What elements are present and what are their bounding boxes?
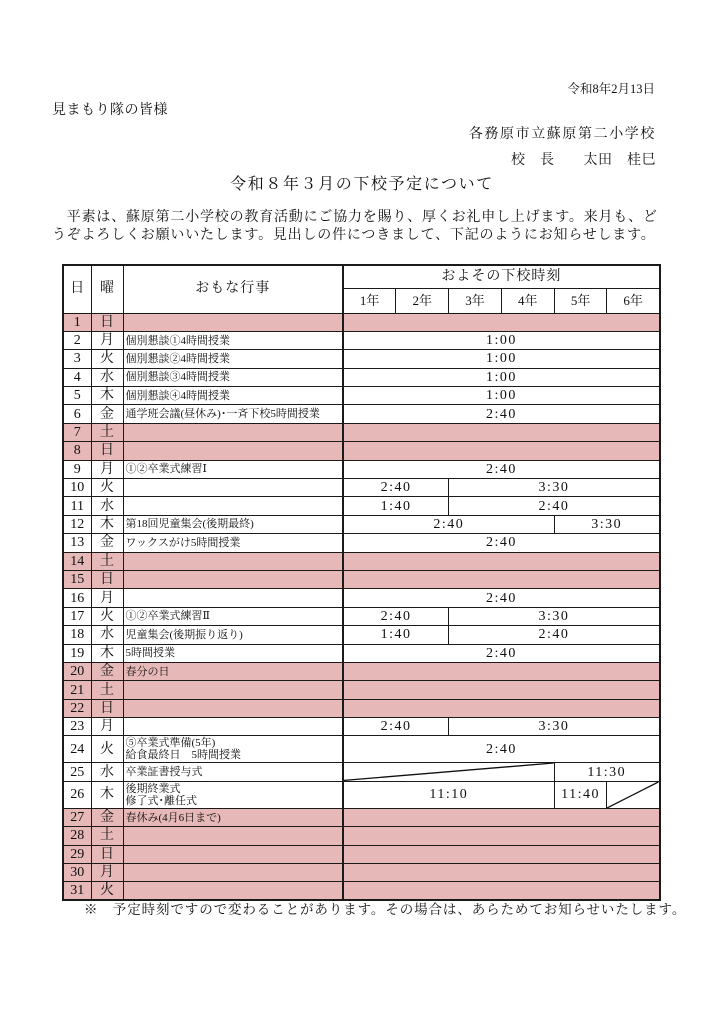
day-number: 17	[63, 607, 91, 625]
table-row	[63, 552, 660, 570]
dismissal-time: 3:30	[538, 480, 570, 496]
day-number: 3	[63, 350, 91, 368]
weekday: 火	[91, 479, 123, 497]
day-number: 25	[63, 763, 91, 781]
table-row	[63, 662, 660, 680]
time-cell-empty	[343, 423, 660, 441]
event-cell	[123, 699, 343, 717]
time-cell-empty	[343, 699, 660, 717]
day-number: 30	[63, 864, 91, 882]
day-number: 8	[63, 442, 91, 460]
event-text: 給食最終日 5時間授業	[125, 749, 241, 762]
time-cell	[343, 781, 554, 808]
time-cell	[343, 350, 660, 368]
time-cell-empty	[343, 570, 660, 588]
event-text: 通学班会議(昼休み)･一斉下校5時間授業	[125, 408, 320, 421]
event-text: 個別懇談①4時間授業	[125, 334, 230, 347]
table-row	[63, 808, 660, 826]
weekday: 土	[91, 827, 123, 845]
time-cell	[343, 405, 660, 423]
event-cell	[123, 570, 343, 588]
day-number: 12	[63, 515, 91, 533]
table-row	[63, 681, 660, 699]
header-dismissal-time: およその下校時刻	[343, 265, 660, 288]
table-row	[63, 387, 660, 405]
header-grade-4: 4年	[501, 288, 554, 313]
time-cell	[343, 534, 660, 552]
event-text: ⑤卒業式準備(5年)	[125, 737, 216, 750]
event-cell	[123, 497, 343, 515]
addressee: 見まもり隊の皆様	[52, 103, 168, 118]
weekday: 月	[91, 864, 123, 882]
weekday: 月	[91, 718, 123, 736]
event-cell	[123, 460, 343, 478]
weekday: 木	[91, 515, 123, 533]
day-number: 5	[63, 387, 91, 405]
table-row	[63, 763, 660, 781]
table-row	[63, 405, 660, 423]
event-text: 卒業証書授与式	[125, 766, 203, 779]
event-cell	[123, 626, 343, 644]
weekday: 土	[91, 681, 123, 699]
event-cell	[123, 718, 343, 736]
event-cell	[123, 313, 343, 331]
table-row	[63, 534, 660, 552]
day-number: 16	[63, 589, 91, 607]
event-text: 個別懇談②4時間授業	[125, 352, 230, 365]
table-row	[63, 460, 660, 478]
day-number: 27	[63, 808, 91, 826]
day-number: 2	[63, 331, 91, 349]
event-text: 5時間授業	[125, 647, 175, 660]
time-cell-empty	[343, 864, 660, 882]
document-title: 令和８年３月の下校予定について	[230, 176, 494, 193]
day-number: 14	[63, 552, 91, 570]
dismissal-time: 1:40	[380, 627, 412, 643]
time-cell	[554, 515, 660, 533]
time-cell	[343, 331, 660, 349]
table-row	[63, 607, 660, 625]
event-cell	[123, 534, 343, 552]
weekday: 水	[91, 497, 123, 515]
day-number: 1	[63, 313, 91, 331]
dismissal-time: 2:40	[380, 480, 412, 496]
time-cell-not-applicable	[607, 781, 660, 808]
time-cell	[449, 479, 660, 497]
footer-note: ※ 予定時刻ですので変わることがあります。その場合は、あらためてお知らせいたします。	[84, 902, 687, 917]
table-row	[63, 781, 660, 808]
intro-line: うぞよろしくお願いいたします。見出しの件につきまして、下記のようにお知らせします。	[52, 228, 656, 243]
dismissal-time: 11:10	[429, 787, 469, 803]
event-text: 個別懇談④4時間授業	[125, 389, 230, 402]
header-grade-2: 2年	[396, 288, 449, 313]
event-cell	[123, 781, 343, 808]
event-cell	[123, 405, 343, 423]
header-grade-1: 1年	[343, 288, 396, 313]
event-text: 個別懇談③4時間授業	[125, 371, 230, 384]
principal-name: 校 長 太田 桂巳	[511, 153, 656, 168]
event-text: 春分の日	[125, 665, 170, 678]
table-row	[63, 423, 660, 441]
event-cell	[123, 808, 343, 826]
table-row	[63, 864, 660, 882]
table-row	[63, 442, 660, 460]
weekday: 月	[91, 589, 123, 607]
event-cell	[123, 607, 343, 625]
table-row	[63, 331, 660, 349]
event-text: ワックスがけ5時間授業	[125, 536, 241, 549]
time-cell	[343, 589, 660, 607]
time-cell	[343, 479, 449, 497]
dismissal-time: 1:00	[485, 351, 517, 367]
table-row	[63, 827, 660, 845]
event-text: 春休み(4月6日まで)	[125, 811, 221, 824]
weekday: 木	[91, 387, 123, 405]
table-row	[63, 699, 660, 717]
dismissal-time: 2:40	[485, 741, 517, 757]
table-row	[63, 368, 660, 386]
time-cell	[343, 626, 449, 644]
weekday: 月	[91, 331, 123, 349]
day-number: 19	[63, 644, 91, 662]
table-row	[63, 479, 660, 497]
weekday: 金	[91, 405, 123, 423]
header-day: 日	[63, 265, 91, 313]
dismissal-time: 2:40	[380, 719, 412, 735]
day-number: 13	[63, 534, 91, 552]
table-row	[63, 313, 660, 331]
table-row	[63, 497, 660, 515]
time-cell	[343, 460, 660, 478]
time-cell-empty	[343, 662, 660, 680]
day-number: 4	[63, 368, 91, 386]
event-text: 児童集会(後期振り返り)	[125, 628, 243, 641]
time-cell-not-applicable	[343, 763, 554, 781]
table-row	[63, 570, 660, 588]
table-row	[63, 644, 660, 662]
event-cell	[123, 515, 343, 533]
table-header	[63, 265, 660, 313]
dismissal-time: 2:40	[380, 608, 412, 624]
time-cell	[449, 497, 660, 515]
dismissal-time: 2:40	[485, 535, 517, 551]
day-number: 20	[63, 662, 91, 680]
event-cell	[123, 736, 343, 763]
day-number: 18	[63, 626, 91, 644]
dismissal-time: 2:40	[433, 516, 465, 532]
event-cell	[123, 552, 343, 570]
time-cell-empty	[343, 827, 660, 845]
event-cell	[123, 479, 343, 497]
weekday: 土	[91, 423, 123, 441]
time-cell-empty	[343, 845, 660, 863]
table-row	[63, 515, 660, 533]
dismissal-time: 3:30	[591, 516, 623, 532]
time-cell	[449, 626, 660, 644]
dismissal-time: 2:40	[485, 645, 517, 661]
day-number: 9	[63, 460, 91, 478]
time-cell	[343, 387, 660, 405]
day-number: 26	[63, 781, 91, 808]
dismissal-time: 3:30	[538, 608, 570, 624]
diagonal-strike-icon	[607, 782, 658, 808]
table-row	[63, 626, 660, 644]
header-weekday: 曜	[91, 265, 123, 313]
diagonal-strike-icon	[344, 763, 554, 780]
weekday: 日	[91, 699, 123, 717]
table-row	[63, 350, 660, 368]
time-cell-empty	[343, 681, 660, 699]
time-cell	[343, 736, 660, 763]
event-cell	[123, 387, 343, 405]
weekday: 水	[91, 626, 123, 644]
intro-paragraph	[52, 209, 658, 245]
dismissal-time: 2:40	[538, 498, 570, 514]
event-text: 第18回児童集会(後期最終)	[125, 518, 254, 531]
weekday: 木	[91, 644, 123, 662]
table-row	[63, 736, 660, 763]
event-text: ①②卒業式練習Ⅰ	[125, 463, 207, 476]
weekday: 月	[91, 460, 123, 478]
dismissal-time: 1:00	[485, 388, 517, 404]
table-row	[63, 589, 660, 607]
weekday: 日	[91, 570, 123, 588]
event-cell	[123, 331, 343, 349]
event-cell	[123, 845, 343, 863]
day-number: 22	[63, 699, 91, 717]
weekday: 金	[91, 534, 123, 552]
dismissal-time: 2:40	[485, 461, 517, 477]
day-number: 31	[63, 882, 91, 900]
event-cell	[123, 368, 343, 386]
event-cell	[123, 681, 343, 699]
time-cell-empty	[343, 808, 660, 826]
event-cell	[123, 589, 343, 607]
weekday: 金	[91, 662, 123, 680]
weekday: 火	[91, 882, 123, 900]
event-cell	[123, 662, 343, 680]
header-event: おもな行事	[123, 265, 343, 313]
school-name: 各務原市立蘇原第二小学校	[468, 127, 656, 142]
weekday: 日	[91, 313, 123, 331]
day-number: 24	[63, 736, 91, 763]
time-cell	[449, 718, 660, 736]
day-number: 7	[63, 423, 91, 441]
event-cell	[123, 827, 343, 845]
event-cell	[123, 442, 343, 460]
time-cell	[343, 644, 660, 662]
time-cell	[554, 781, 607, 808]
day-number: 10	[63, 479, 91, 497]
weekday: 水	[91, 368, 123, 386]
weekday: 金	[91, 808, 123, 826]
time-cell	[343, 607, 449, 625]
header-grade-5: 5年	[554, 288, 607, 313]
time-cell	[343, 515, 554, 533]
time-cell-empty	[343, 313, 660, 331]
weekday: 火	[91, 350, 123, 368]
dismissal-time: 11:30	[587, 764, 627, 780]
event-text: 修了式･離任式	[125, 794, 197, 807]
dismissal-time: 11:40	[561, 787, 601, 803]
dismissal-time: 2:40	[485, 590, 517, 606]
table-row	[63, 845, 660, 863]
dismissal-time: 1:40	[380, 498, 412, 514]
weekday: 日	[91, 442, 123, 460]
day-number: 23	[63, 718, 91, 736]
issue-date: 令和8年2月13日	[567, 82, 655, 96]
time-cell	[449, 607, 660, 625]
weekday: 土	[91, 552, 123, 570]
dismissal-time: 3:30	[538, 719, 570, 735]
table-body	[63, 313, 660, 900]
day-number: 29	[63, 845, 91, 863]
day-number: 15	[63, 570, 91, 588]
event-text: ①②卒業式練習Ⅱ	[125, 610, 210, 623]
intro-line: 平素は、蘇原第二小学校の教育活動にご協力を賜り、厚くお礼申し上げます。来月も、ど	[52, 210, 658, 225]
header-grade-6: 6年	[607, 288, 660, 313]
time-cell	[343, 368, 660, 386]
dismissal-time: 1:00	[485, 333, 517, 349]
weekday: 日	[91, 845, 123, 863]
time-cell	[343, 497, 449, 515]
weekday: 木	[91, 781, 123, 808]
dismissal-schedule-table	[62, 264, 661, 901]
time-cell	[343, 718, 449, 736]
dismissal-time: 2:40	[538, 627, 570, 643]
header-grade-3: 3年	[449, 288, 502, 313]
dismissal-time: 1:00	[485, 369, 517, 385]
time-cell	[554, 763, 660, 781]
day-number: 28	[63, 827, 91, 845]
weekday: 火	[91, 607, 123, 625]
event-cell	[123, 644, 343, 662]
weekday: 火	[91, 736, 123, 763]
event-cell	[123, 864, 343, 882]
event-cell	[123, 763, 343, 781]
event-cell	[123, 350, 343, 368]
time-cell-empty	[343, 552, 660, 570]
dismissal-time: 2:40	[485, 406, 517, 422]
day-number: 6	[63, 405, 91, 423]
day-number: 21	[63, 681, 91, 699]
event-cell	[123, 423, 343, 441]
day-number: 11	[63, 497, 91, 515]
table-row	[63, 718, 660, 736]
weekday: 水	[91, 763, 123, 781]
time-cell-empty	[343, 442, 660, 460]
event-text: 後期終業式	[125, 782, 181, 795]
